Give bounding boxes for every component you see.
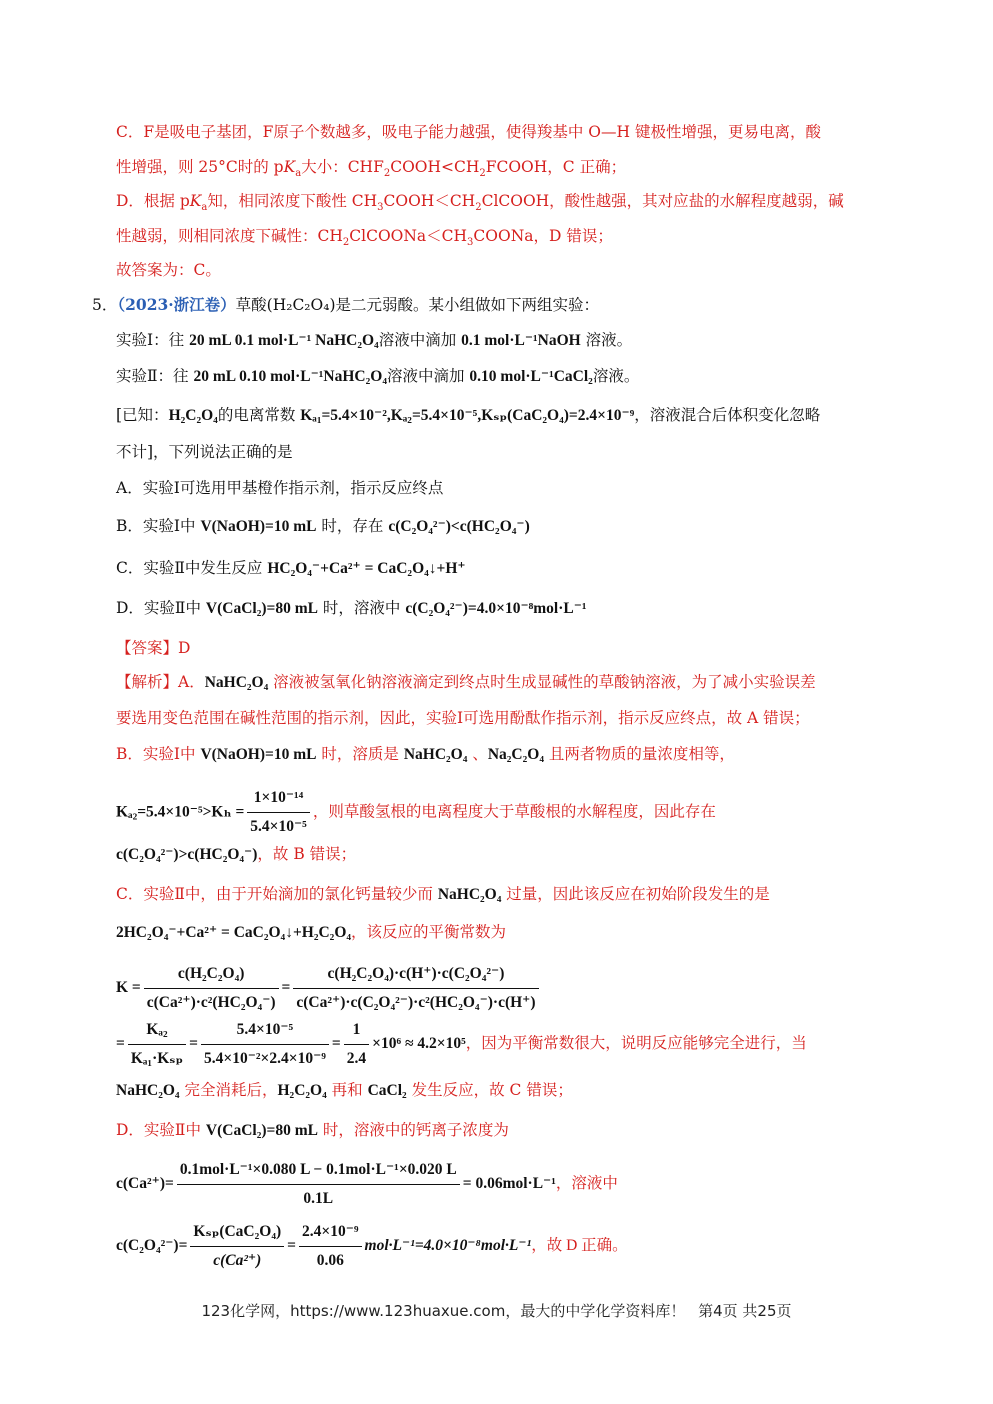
analysis-c-line2: 2HC₂O₄⁻+Ca²⁺ = CaC₂O₄↓+H₂C₂O₄，该反应的平衡常数为: [116, 923, 507, 941]
footer-page-number: 第4页 共25页: [698, 1302, 792, 1320]
known-constants-line2: 不计]，下列说法正确的是: [116, 443, 293, 461]
option-c-explanation-line1: C．F是吸电子基团，F原子个数越多，吸电子能力越强，使得羧基中 O—H 键极性增强，更易电离，酸: [116, 123, 821, 141]
analysis-b-line1: B．实验Ⅰ中 V(NaOH)=10 mL 时，溶质是 NaHC₂O₄ 、Na₂C₂O₄ 且两者物质的量浓度相等，: [116, 745, 735, 763]
page-footer: [0, 1300, 993, 1321]
analysis-c-line5: NaHC₂O₄ 完全消耗后，H₂C₂O₄ 再和 CaCl₂ 发生反应，故 C 错误；: [116, 1081, 573, 1099]
experiment-1: 实验Ⅰ：往 20 mL 0.1 mol·L⁻¹ NaHC₂O₄溶液中滴加 0.1 mol·L⁻¹NaOH 溶液。: [116, 331, 633, 349]
k2-fraction-2: $\frac{\text{5.4×10⁻⁵}}{\text{5.4×10⁻²×2.4×10⁻⁹}}$: [201, 1018, 329, 1071]
known-constants: [已知：H₂C₂O₄的电离常数 Kₐ₁=5.4×10⁻²,Kₐ₂=5.4×10⁻⁵,Kₛₚ(CaC₂O₄)=2.4×10⁻⁹，溶液混合后体积变化忽略: [116, 406, 821, 424]
option-b: B．实验Ⅰ中 V(NaOH)=10 mL 时，存在 c(C₂O₄²⁻)<c(HC₂O₄⁻): [116, 517, 530, 535]
option-c: C．实验Ⅱ中发生反应 HC₂O₄⁻+Ca²⁺ = CaC₂O₄↓+H⁺: [116, 559, 466, 577]
k2-fraction-3: $\frac{1}{2.4}$: [344, 1018, 369, 1071]
option-d-explanation-line2: 性越弱，则相同浓度下碱性：$CH_2ClCOONa<CH_3COONa$，D 错误；: [116, 227, 613, 249]
kh-fraction: $\frac{\text{1×10⁻¹⁴}}{\text{5.4×10⁻⁵}}$: [247, 786, 310, 839]
equilibrium-constant-value: = $\frac{\text{Kₐ₂}}{\text{Kₐ₁·Kₛₚ}}$ = $\frac{\text{5.4×10⁻⁵}}{\text{5.4×10⁻²×2.4×10⁻⁹}}$ = $\frac{1}{2.4}$ ×10⁶ ≈ 4.2×10⁵，因为平衡常数很大，说明反应能够完全进行，当: [116, 1018, 807, 1071]
option-d: D．实验Ⅱ中 V(CaCl₂)=80 mL 时，溶液中 c(C₂O₄²⁻)=4.0×10⁻⁸mol·L⁻¹: [116, 599, 587, 617]
ca-fraction: $\frac{\text{0.1mol·L⁻¹×0.080 L − 0.1mol·L⁻¹×0.020 L}}{0.1L}$: [177, 1158, 460, 1211]
analysis-a-line1: 【解析】A．NaHC₂O₄ 溶液被氢氧化钠溶液滴定到终点时生成显碱性的草酸钠溶液，为了减小实验误差: [116, 673, 816, 691]
k-fraction-2: $\frac{\text{c(H₂C₂O₄)·c(H⁺)·c(C₂O₄²⁻)}}{\text{c(Ca²⁺)·c(C₂O₄²⁻)·c²(HC₂O₄⁻)·c(H⁺)}}$: [293, 962, 538, 1015]
experiment-2: 实验Ⅱ：往 20 mL 0.10 mol·L⁻¹NaHC₂O₄溶液中滴加 0.10 mol·L⁻¹CaCl₂溶液。: [116, 367, 640, 385]
footer-site-text: 123化学网，https://www.123huaxue.com，最大的中学化学资料库！: [201, 1302, 686, 1320]
c2o4-fraction-1: $\frac{\text{Kₛₚ(CaC₂O₄)}}{\text{c(Ca²⁺)}}$: [190, 1220, 284, 1273]
answer-label: 【答案】D: [116, 639, 191, 657]
previous-answer: 故答案为：C。: [116, 261, 221, 279]
analysis-a-line2: 要选用变色范围在碱性范围的指示剂，因此，实验Ⅰ可选用酚酞作指示剂，指示反应终点，故 A 错误；: [116, 709, 810, 727]
option-c-explanation-line2: 性增强，则 25°C时的 $pK_a$大小：$CHF_2COOH<CH_2FCOOH$，C 正确；: [116, 158, 627, 180]
analysis-d-line1: D．实验Ⅱ中 V(CaCl₂)=80 mL 时，溶液中的钙离子浓度为: [116, 1121, 509, 1139]
k-fraction-1: $\frac{\text{c(H₂C₂O₄)}}{\text{c(Ca²⁺)·c²(HC₂O₄⁻)}}$: [144, 962, 279, 1015]
analysis-b-line3: c(C₂O₄²⁻)>c(HC₂O₄⁻)，故 B 错误；: [116, 845, 357, 863]
option-a: A．实验Ⅰ可选用甲基橙作指示剂，指示反应终点: [116, 479, 444, 497]
k2-fraction-1: $\frac{\text{Kₐ₂}}{\text{Kₐ₁·Kₛₚ}}$: [128, 1018, 186, 1071]
oxalate-concentration-equation: c(C₂O₄²⁻)= $\frac{\text{Kₛₚ(CaC₂O₄)}}{\text{c(Ca²⁺)}}$ = $\frac{\text{2.4×10⁻⁹}}{0.06}$ mol·L⁻¹=4.0×10⁻⁸mol·L⁻¹，故 D 正确。: [116, 1220, 628, 1273]
option-d-explanation-line1: D．根据 $pK_a$知，相同浓度下酸性 $CH_3COOH<CH_2ClCOOH$，酸性越强，其对应盐的水解程度越弱，碱: [116, 192, 844, 214]
question-5-stem: 5．（2023·浙江卷）草酸(H₂C₂O₄)是二元弱酸。某小组做如下两组实验：: [92, 295, 599, 314]
equilibrium-constant-equation: K = $\frac{\text{c(H₂C₂O₄)}}{\text{c(Ca²⁺)·c²(HC₂O₄⁻)}}$ = $\frac{\text{c(H₂C₂O₄)·c(H⁺)·c(C₂O₄²⁻)}}{\text{c(Ca²⁺)·c(C₂O₄²⁻)·c²(HC₂O₄⁻)·c(H⁺)}}$: [116, 962, 542, 1015]
analysis-c-line1: C．实验Ⅱ中，由于开始滴加的氯化钙量较少而 NaHC₂O₄ 过量，因此该反应在初始阶段发生的是: [116, 885, 770, 903]
question-source: （2023·浙江卷）: [117, 295, 236, 314]
calcium-concentration-equation: c(Ca²⁺)= $\frac{\text{0.1mol·L⁻¹×0.080 L − 0.1mol·L⁻¹×0.020 L}}{0.1L}$ = 0.06mol·L⁻¹，溶液中: [116, 1158, 618, 1211]
analysis-b-line2: Kₐ₂=5.4×10⁻⁵>Kₕ = $\frac{\text{1×10⁻¹⁴}}{\text{5.4×10⁻⁵}}$ ，则草酸氢根的电离程度大于草酸根的水解程度，因此存在: [116, 786, 716, 839]
c2o4-fraction-2: $\frac{\text{2.4×10⁻⁹}}{0.06}$: [299, 1220, 362, 1273]
